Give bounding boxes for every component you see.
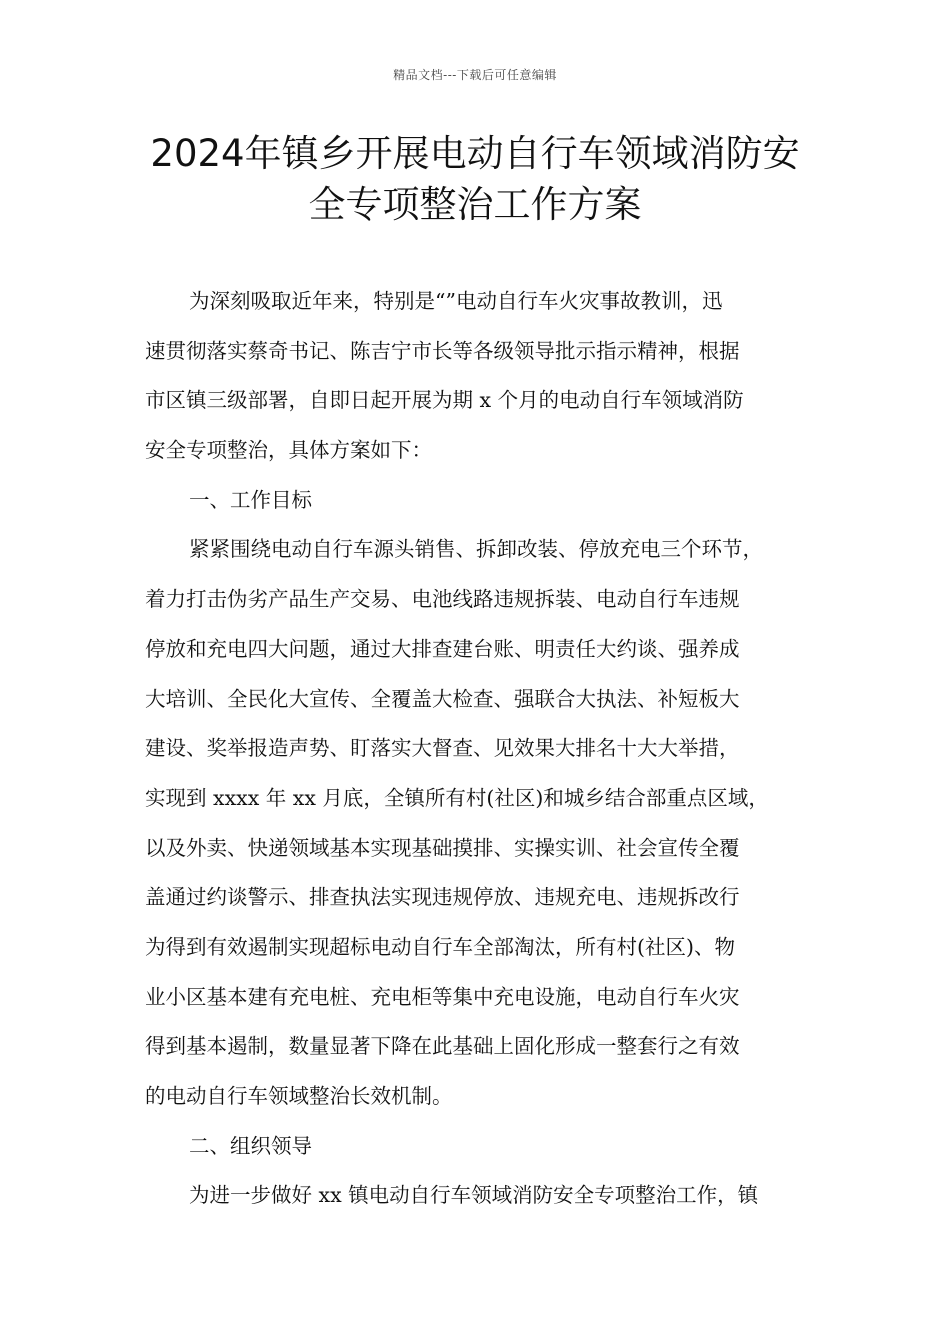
text-line: 安全专项整治，具体方案如下： [145,438,432,463]
title-line-1: 2024年镇乡开展电动自行车领域消防安 [150,132,800,175]
text-line: 为深刻吸取近年来，特别是“”电动自行车火灾事故教训，迅 [189,289,723,313]
text-line: 大培训、全民化大宣传、全覆盖大检查、强联合大执法、补短板大 [145,686,740,711]
section-heading: 一、工作目标 [189,487,312,512]
text-line: 为得到有效遏制实现超标电动自行车全部淘汰，所有村(社区)、物 [145,934,735,959]
title-line-2: 全专项整治工作方案 [308,183,642,226]
document-body [145,277,815,1221]
text-line: 为进一步做好 xx 镇电动自行车领域消防安全专项整治工作，镇 [189,1183,759,1208]
section-heading: 二、组织领导 [189,1133,312,1158]
text-line: 紧紧围绕电动自行车源头销售、拆卸改装、停放充电三个环节， [189,537,763,562]
text-line: 得到基本遏制，数量显著下降在此基础上固化形成一整套行之有效 [145,1034,740,1059]
paragraph-intro [145,277,815,476]
text-line: 实现到 xxxx 年 xx 月底，全镇所有村(社区)和城乡结合部重点区域， [145,785,769,810]
text-line: 以及外卖、快递领域基本实现基础摸排、实操实训、社会宣传全覆 [145,835,740,860]
text-line: 建设、奖举报造声势、盯落实大督查、见效果大排名十大大举措， [145,736,740,761]
text-line: 速贯彻落实蔡奇书记、陈吉宁市长等各级领导批示指示精神，根据 [145,338,740,363]
paragraph-organization [145,1171,815,1221]
paragraph-goals [145,525,815,1121]
text-line: 的电动自行车领域整治长效机制。 [145,1084,453,1108]
text-line: 停放和充电四大问题，通过大排查建台账、明责任大约谈、强养成 [145,636,740,661]
document-title [100,128,850,230]
text-line: 盖通过约谈警示、排查执法实现违规停放、违规充电、违规拆改行 [145,885,740,910]
text-line: 市区镇三级部署，自即日起开展为期 x 个月的电动自行车领域消防 [145,388,744,413]
text-line: 着力打击伪劣产品生产交易、电池线路违规拆装、电动自行车违规 [145,587,740,612]
section-heading-goals [145,476,815,526]
section-heading-organization [145,1122,815,1172]
header-note: 精品文档---下载后可任意编辑 [393,68,557,82]
text-line: 业小区基本建有充电桩、充电柜等集中充电设施，电动自行车火灾 [145,984,740,1009]
